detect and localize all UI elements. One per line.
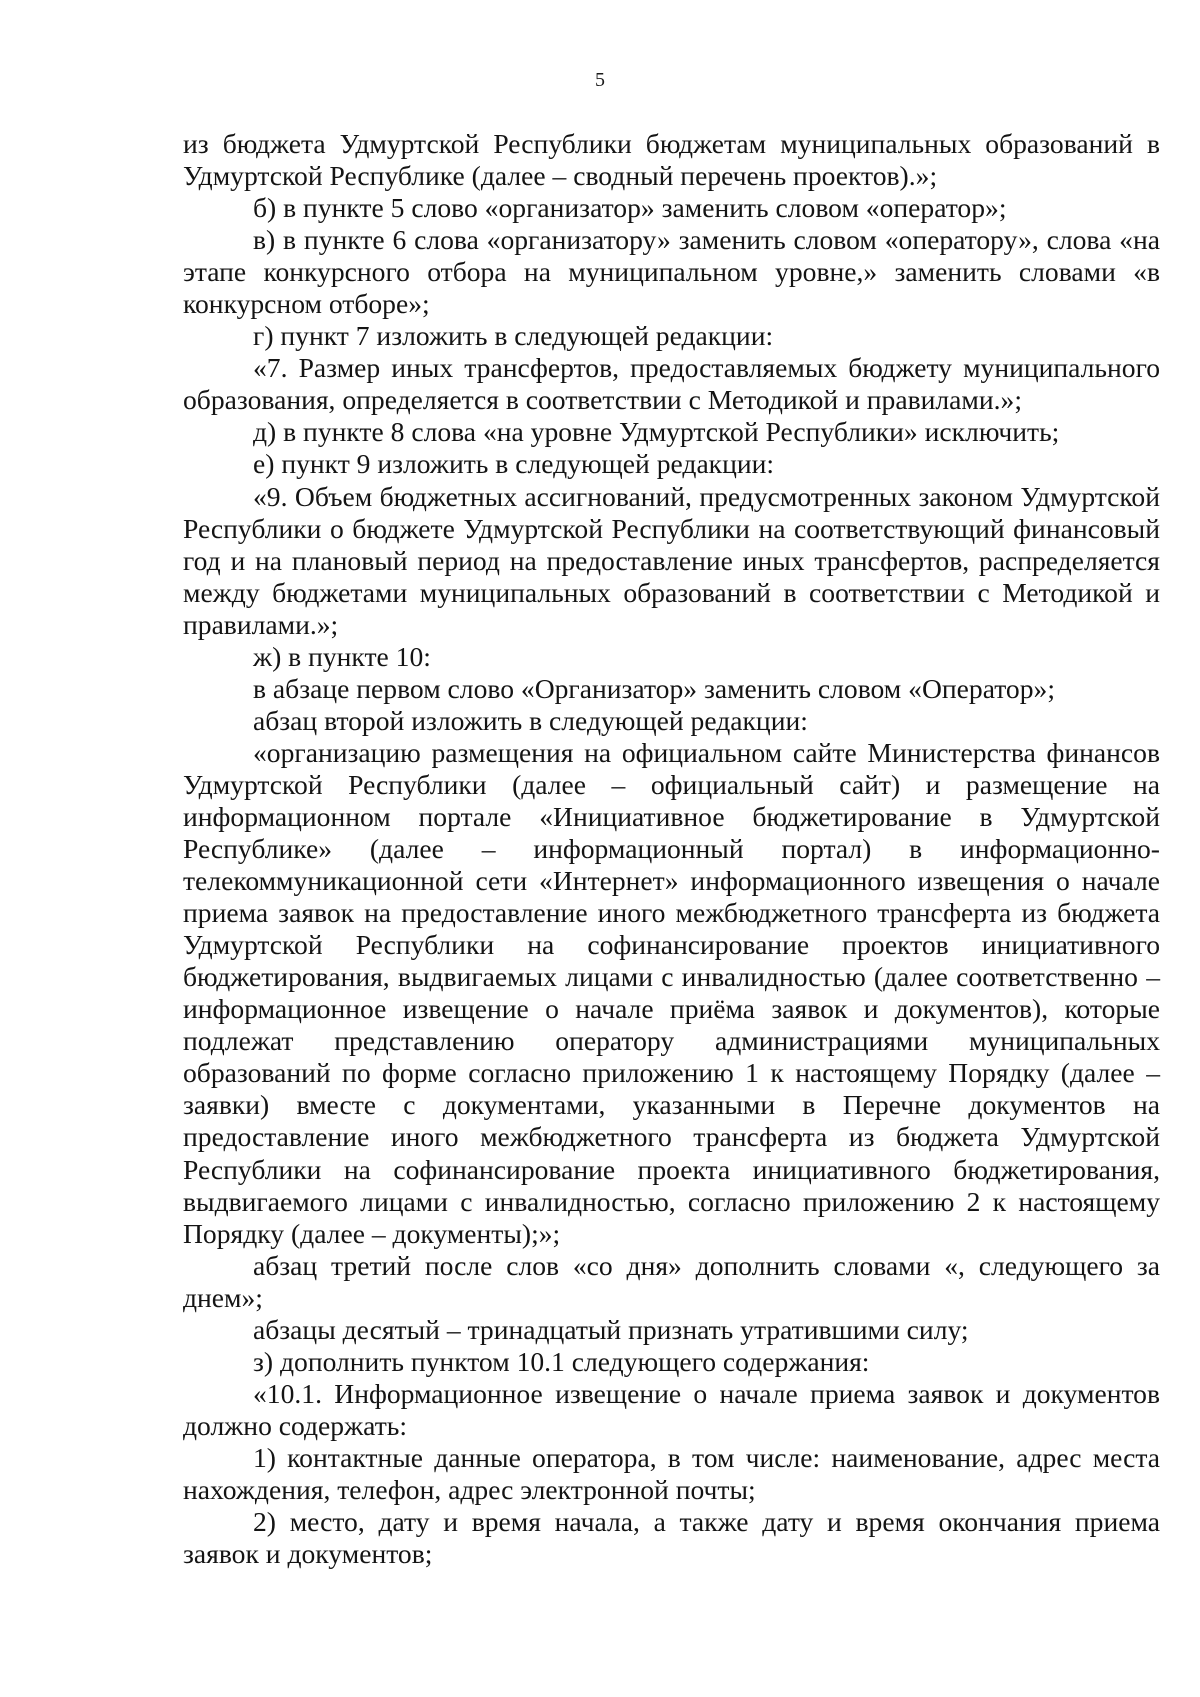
paragraph: абзац третий после слов «со дня» дополнить словами «, следующего за днем»; [183, 1249, 1160, 1313]
paragraph: в) в пункте 6 слова «организатору» заменить словом «оператору», слова «на этапе конкурсного отбора на муниципальном уровне,» заменить словами «в конкурсном отборе»; [183, 224, 1160, 320]
paragraph: г) пункт 7 изложить в следующей редакции: [253, 320, 774, 352]
paragraph: 2) место, дату и время начала, а также дату и время окончания приема заявок и документов; [183, 1506, 1160, 1570]
paragraph: д) в пункте 8 слова «на уровне Удмуртской Республики» исключить; [253, 416, 1060, 448]
page-number: 5 [595, 69, 605, 91]
paragraph: «7. Размер иных трансфертов, предоставляемых бюджету муниципального образования, определяется в соответствии с Методикой и правилами.»; [183, 352, 1160, 416]
paragraph: е) пункт 9 изложить в следующей редакции: [253, 448, 775, 480]
paragraph: «10.1. Информационное извещение о начале приема заявок и документов должно содержать: [183, 1377, 1160, 1441]
paragraph: ж) в пункте 10: [253, 640, 431, 672]
paragraph: 1) контактные данные оператора, в том числе: наименование, адрес места нахождения, телефон, адрес электронной почты; [183, 1441, 1160, 1505]
paragraph: «9. Объем бюджетных ассигнований, предусмотренных законом Удмуртской Республики о бюджете Удмуртской Республики на соответствующий финансовый год и на плановый период на предоставление иных трансфертов, распределяется между бюджетами муниципальных образований в соответствии с Методикой и правилами.»; [183, 480, 1160, 640]
paragraph: з) дополнить пунктом 10.1 следующего содержания: [253, 1345, 870, 1377]
paragraph: в абзаце первом слово «Организатор» заменить словом «Оператор»; [253, 672, 1055, 704]
paragraph: абзац второй изложить в следующей редакции: [253, 704, 808, 736]
paragraph: из бюджета Удмуртской Республики бюджетам муниципальных образований в Удмуртской Республике (далее – сводный перечень проектов).»; [183, 128, 1160, 192]
paragraph: «организацию размещения на официальном сайте Министерства финансов Удмуртской Республики (далее – официальный сайт) и размещение на информационном портале «Инициативное бюджетирование в Удмуртской Республике» (далее – информационный портал) в информационно-телекоммуникационной сети «Интернет» информационного извещения о начале приема заявок на предоставление иного межбюджетного трансферта из бюджета Удмуртской Республики на софинансирование проектов инициативного бюджетирования, выдвигаемых лицами с инвалидностью (далее соответственно – информационное извещение о начале приёма заявок и документов), которые подлежат представлению оператору администрациями муниципальных образований по форме согласно приложению 1 к настоящему Порядку (далее – заявки) вместе с документами, указанными в Перечне документов на предоставление иного межбюджетного трансферта из бюджета Удмуртской Республики на софинансирование проекта инициативного бюджетирования, выдвигаемого лицами с инвалидностью, согласно приложению 2 к настоящему Порядку (далее – документы);»; [183, 736, 1160, 1249]
paragraph: б) в пункте 5 слово «организатор» заменить словом «оператор»; [253, 192, 1007, 224]
paragraph: абзацы десятый – тринадцатый признать утратившими силу; [253, 1313, 969, 1345]
document-body [183, 128, 1160, 1570]
